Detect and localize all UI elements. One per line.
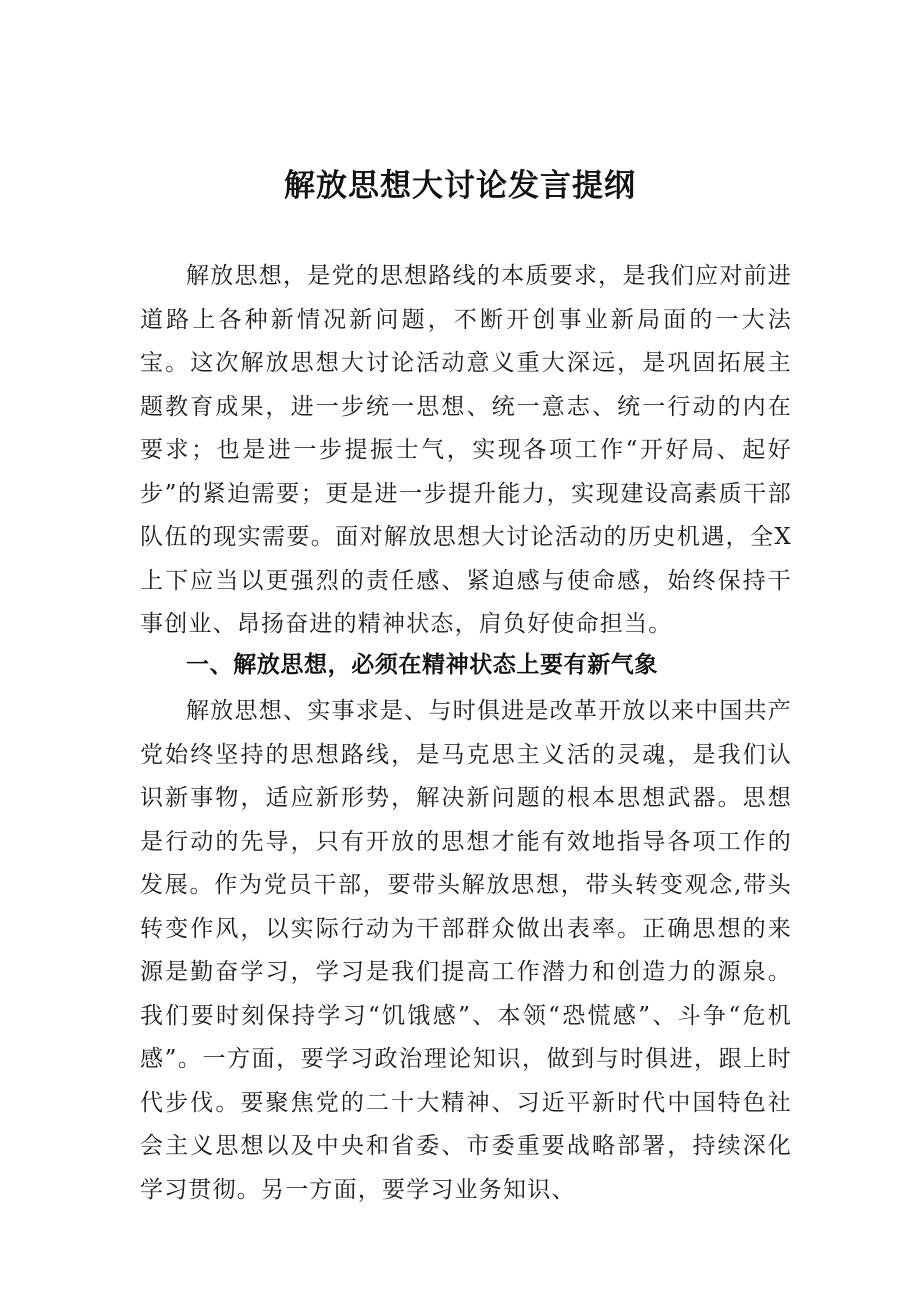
section-heading-1: 一、解放思想，必须在精神状态上要有新气象 <box>186 652 658 678</box>
intro-paragraph: 解放思想，是党的思想路线的本质要求，是我们应对前进道路上各种新情况新问题，不断开创事业新局面的一大法宝。这次解放思想大讨论活动意义重大深远，是巩固拓展主题教育成果，进一步统一思想、统一意志、统一行动的内在要求；也是进一步提振士气，实现各项工作“开好局、起好步”的紧迫需要；更是进一步提升能力，实现建设高素质干部队伍的现实需要。面对解放思想大讨论活动的历史机遇，全X上下应当以更强烈的责任感、紧迫感与使命感，始终保持干事创业、昂扬奋进的精神状态，肩负好使命担当。 <box>140 263 792 637</box>
document-title: 解放思想大讨论发言提纲 <box>284 168 636 204</box>
section-1-paragraph: 解放思想、实事求是、与时俱进是改革开放以来中国共产党始终坚持的思想路线，是马克思主义活的灵魂，是我们认识新事物，适应新形势，解决新问题的根本思想武器。思想是行动的先导，只有开放的思想才能有效地指导各项工作的发展。作为党员干部，要带头解放思想，带头转变观念,带头转变作风，以实际行动为干部群众做出表率。正确思想的来源是勤奋学习，学习是我们提高工作潜力和创造力的源泉。我们要时刻保持学习“饥饿感”、本领“恐慌感”、斗争“危机感”。一方面，要学习政治理论知识，做到与时俱进，跟上时代步伐。要聚焦党的二十大精神、习近平新时代中国特色社会主义思想以及中央和省委、市委重要战略部署，持续深化学习贯彻。另一方面，要学习业务知识、 <box>140 698 792 1203</box>
